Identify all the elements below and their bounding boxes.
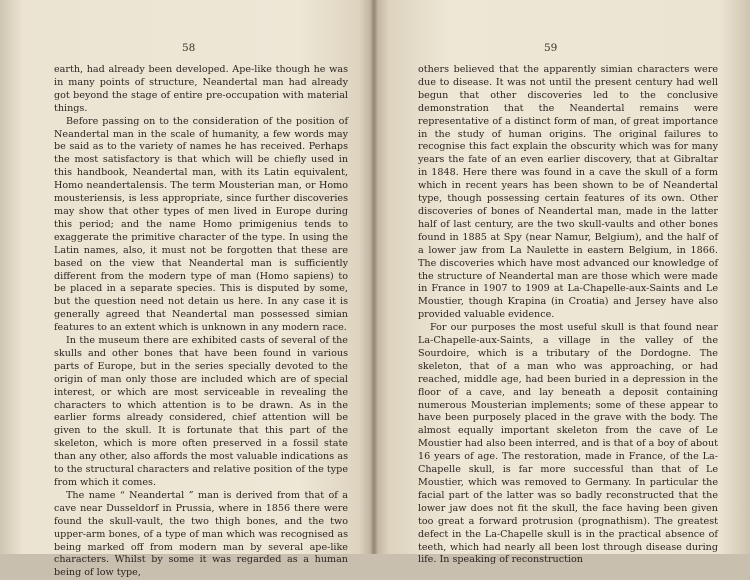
book-gutter <box>370 0 378 554</box>
page-text <box>418 64 718 567</box>
paragraph: earth, had already been developed. Ape-like though he was in many points of structure, Neandertal man had already got beyond the stage of entire pre-occupation with material things. <box>54 64 348 114</box>
paragraph: The name “ Neandertal ” man is derived from that of a cave near Dusseldorf in Prussia, where in 1856 there were found the skull-vault, the two thigh bones, and the two upper-arm bones, of a type of man which was recognised as being marked off from modern man by several ape-like characters. Whilst by some it was regarded as a human being of low type, <box>54 489 348 579</box>
page-text <box>54 64 348 580</box>
paragraph: Before passing on to the consideration of the position of Neandertal man in the scale of humanity, a few words may be said as to the variety of names he has received. Perhaps the most satisfactory is that which will be chiefly used in this handbook, Neandertal man, with its Latin equivalent, Homo neandertalensis. The term Mousterian man, or Homo mousteriensis, is less appropriate, since further discoveries may show that other types of men lived in Europe during this period; and the name Homo primigenius tends to exaggerate the primitive character of the type. In using the Latin names, also, it must not be forgotten that these are based on the view that Neandertal man is sufficiently different from the modern type of man (Homo sapiens) to be placed in a separate species. This is disputed by some, but the question need not detain us here. In any case it is generally agreed that Neandertal man possessed simian features to an extent which is unknown in any modern race. <box>54 115 348 334</box>
page-number: 58 <box>182 42 196 54</box>
paragraph: others believed that the apparently simian characters were due to disease. It was not until the present century had well begun that other discoveries led to the conclusive demonstration that the Neandertal remains were representative of a distinct form of man, of great importance in the study of human origins. The original failures to recognise this fact explain the obscurity which was for many years the fate of an even earlier discovery, that at Gibraltar in 1848. Here there was found in a cave the skull of a form which in recent years has been shown to be of Neandertal type, though possessing certain features of its own. Other discoveries of bones of Neandertal man, made in the latter half of last century, are the two skull-vaults and other bones found in 1885 at Spy (near Namur, Belgium), and the half of a lower jaw from La Naulette in eastern Belgium, in 1866. The discoveries which have most advanced our knowledge of the structure of Neandertal man are those which were made in France in 1907 to 1909 at La-Chapelle-aux-Saints and Le Moustier, though Krapina (in Croatia) and Jersey have also provided valuable evidence. <box>418 64 718 321</box>
left-page <box>0 0 374 579</box>
right-page <box>374 0 750 566</box>
paragraph: For our purposes the most useful skull is that found near La-Chapelle-aux-Saints, a village in the valley of the Sourdoire, which is a tributary of the Dordogne. The skeleton, that of a man who was approaching, or had reached, middle age, had been buried in a depression in the floor of a cave, and lay beneath a deposit containing numerous Mousterian implements; some of these appear to have been purposely placed in the grave with the body. The almost equally important skeleton from the cave of Le Moustier had also been interred, and is that of a boy of about 16 years of age. The restoration, made in France, of the La-Chapelle skull, is far more successful than that of Le Moustier, which was removed to Germany. In particular the facial part of the latter was so badly reconstructed that the lower jaw does not fit the skull, the face having been given too great a forward protrusion (prognathism). The greatest defect in the La-Chapelle skull is in the practical absence of teeth, which had nearly all been lost through disease during life. In speaking of reconstruction <box>418 322 718 566</box>
paragraph: In the museum there are exhibited casts of several of the skulls and other bones that have been found in various parts of Europe, but in the series specially devoted to the origin of man only those are included which are of special interest, or which are most serviceable in revealing the characters to which attention is to be drawn. As in the earlier forms already considered, chief attention will be given to the skull. It is fortunate that this part of the skeleton, which is more often preserved in a fossil state than any other, also affords the most valuable indications as to the structural characters and relative position of the type from which it comes. <box>54 335 348 488</box>
page-number: 59 <box>544 42 558 54</box>
